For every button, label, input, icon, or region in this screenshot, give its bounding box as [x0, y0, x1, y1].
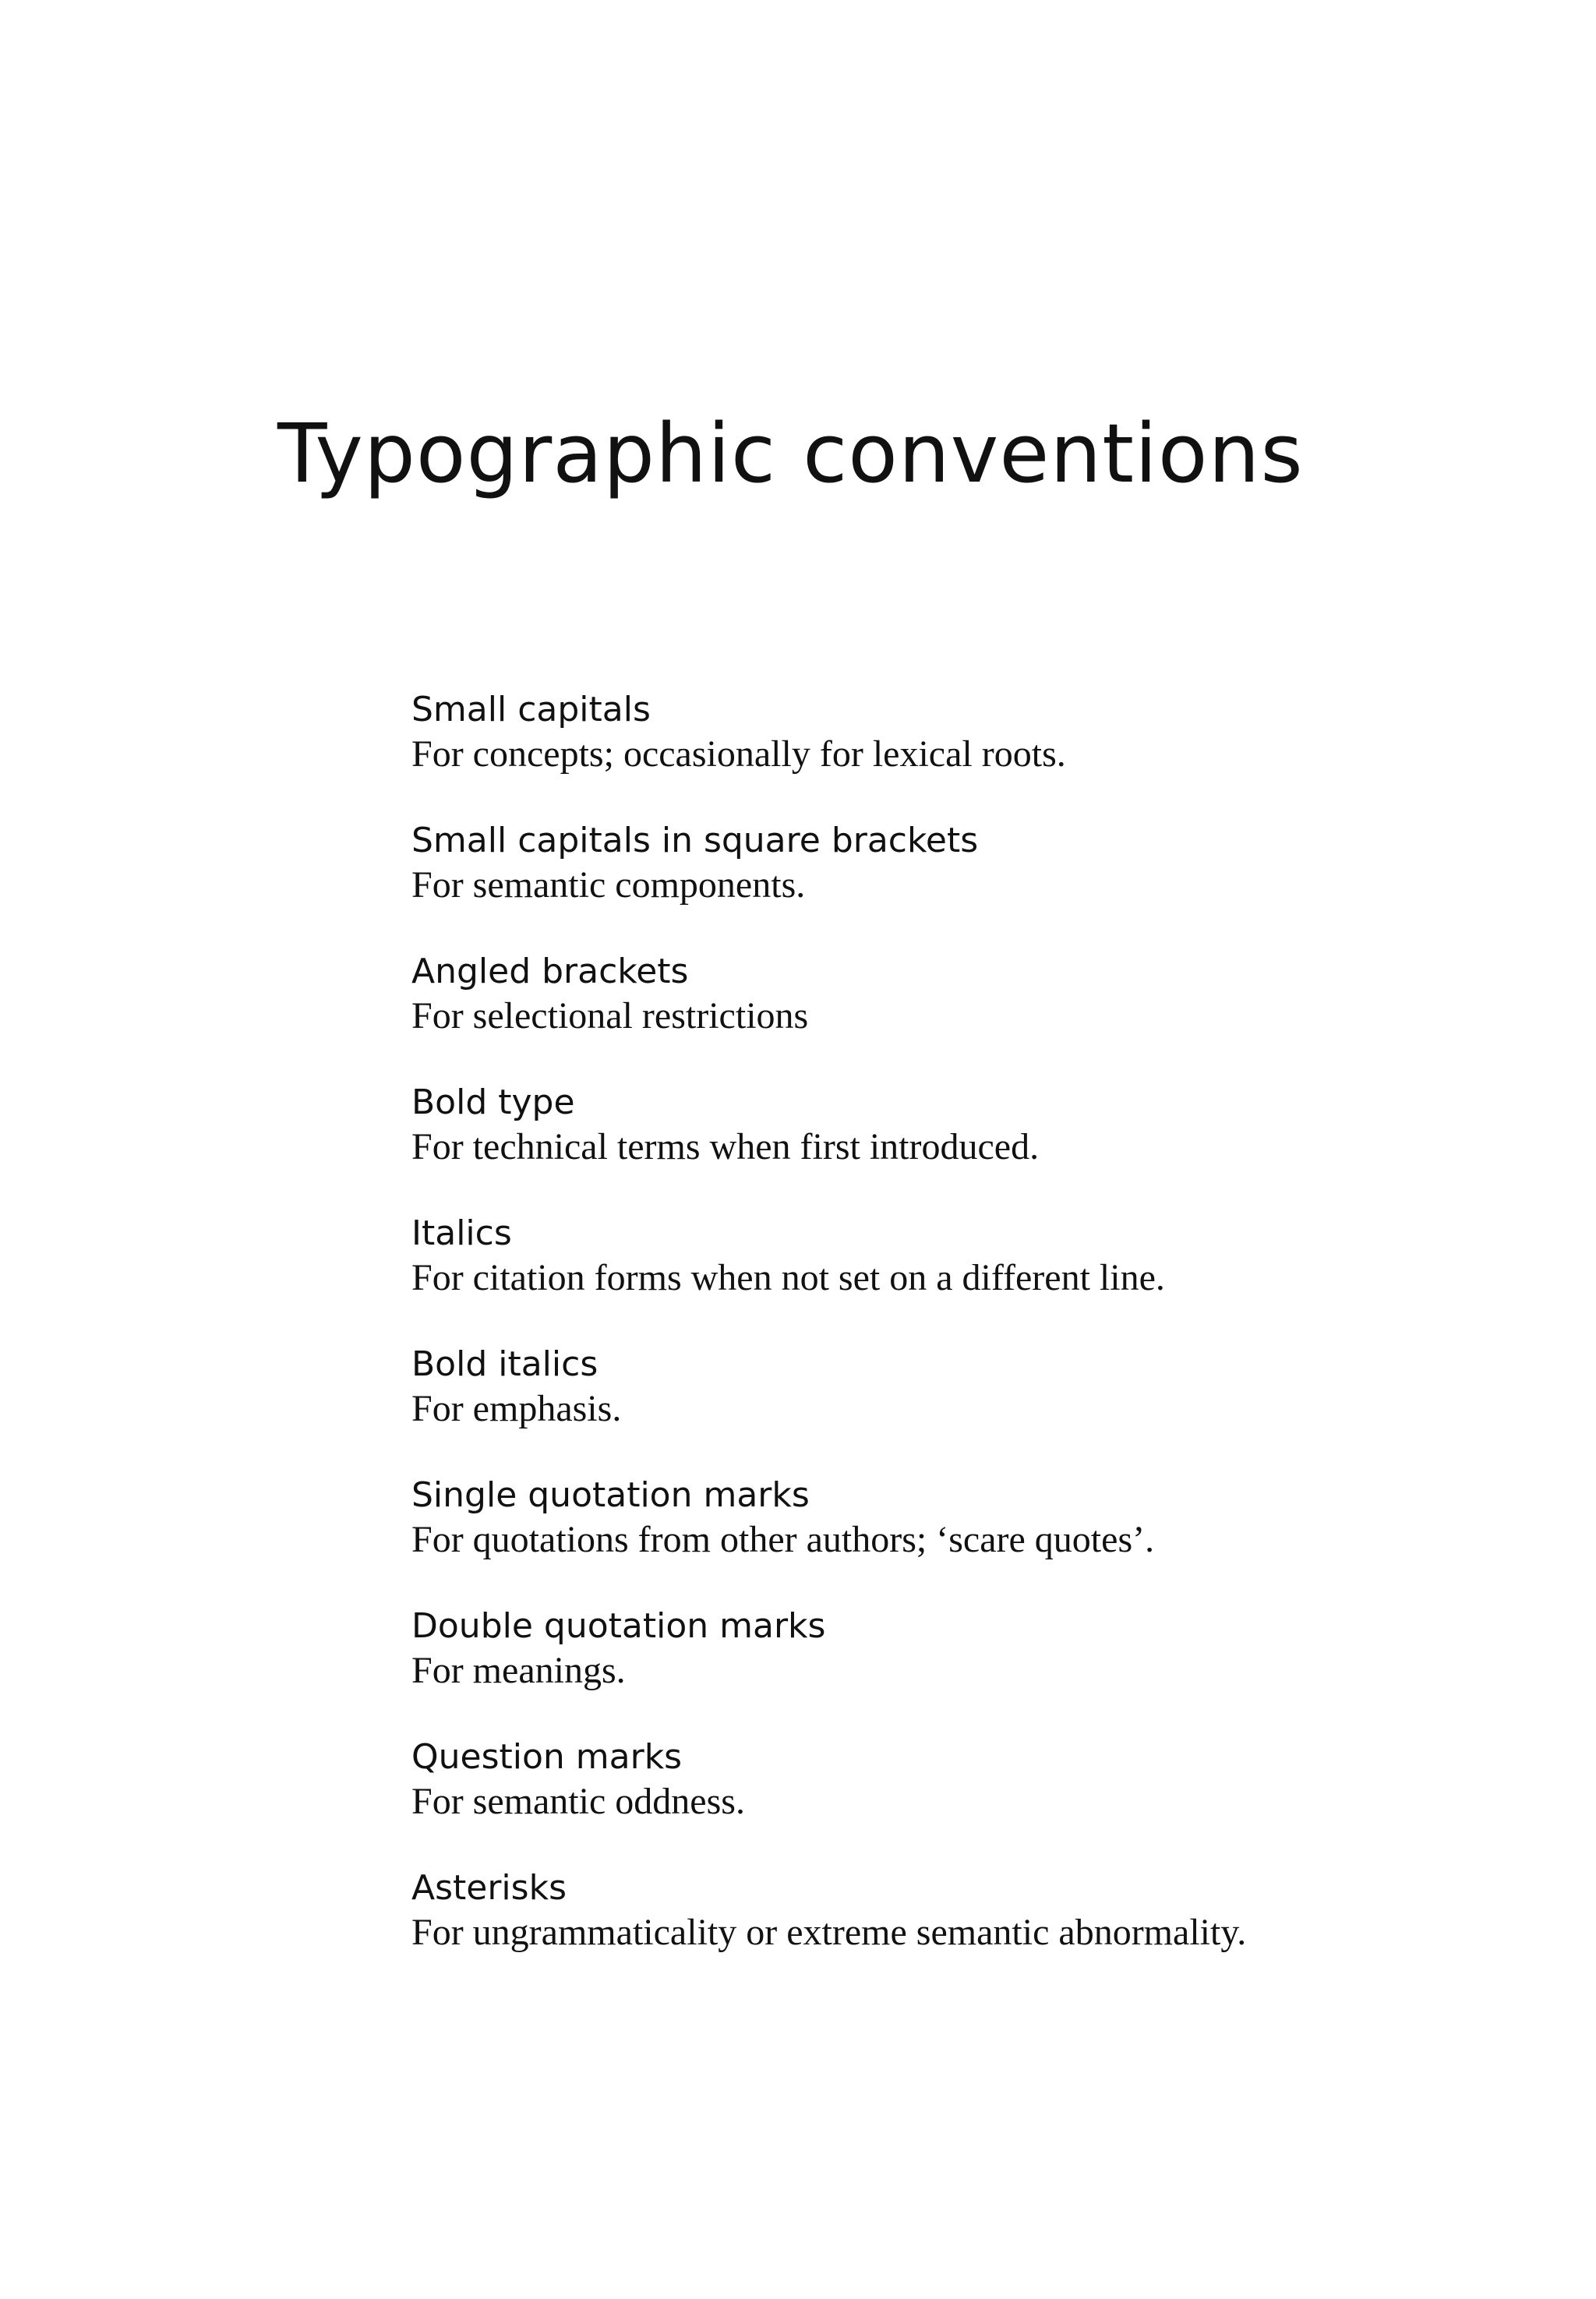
convention-entry [411, 1211, 1549, 1342]
convention-entry [411, 1735, 1549, 1866]
conventions-list [411, 687, 1549, 1997]
convention-name: Italics [411, 1213, 512, 1253]
convention-name: Angled brackets [411, 952, 689, 991]
convention-usage: For quotations from other authors; ‘scare quotes’. [411, 1519, 1155, 1560]
convention-usage: For concepts; occasionally for lexical roots. [411, 733, 1066, 775]
convention-entry [411, 818, 1549, 949]
convention-name: Small capitals [411, 690, 651, 729]
convention-name: Bold italics [411, 1344, 598, 1384]
convention-usage: For selectional restrictions [411, 995, 809, 1036]
convention-entry [411, 949, 1549, 1080]
page-title: Typographic conventions [277, 406, 1304, 501]
convention-entry [411, 1473, 1549, 1604]
convention-usage: For ungrammaticality or extreme semantic abnormality. [411, 1912, 1247, 1953]
convention-name: Asterisks [411, 1868, 567, 1908]
convention-entry [411, 1342, 1549, 1473]
convention-name: Question marks [411, 1737, 683, 1777]
convention-usage: For emphasis. [411, 1388, 622, 1429]
convention-name: Bold type [411, 1082, 575, 1122]
convention-entry [411, 1604, 1549, 1735]
convention-name: Double quotation marks [411, 1606, 826, 1646]
convention-usage: For technical terms when first introduced. [411, 1126, 1040, 1167]
convention-entry [411, 687, 1549, 818]
convention-usage: For meanings. [411, 1650, 626, 1691]
convention-usage: For citation forms when not set on a different line. [411, 1257, 1165, 1298]
convention-name: Single quotation marks [411, 1475, 810, 1515]
convention-usage: For semantic components. [411, 864, 806, 906]
convention-entry [411, 1866, 1549, 1997]
convention-name: Small capitals in square brackets [411, 821, 979, 860]
convention-usage: For semantic oddness. [411, 1781, 745, 1822]
convention-entry [411, 1080, 1549, 1211]
